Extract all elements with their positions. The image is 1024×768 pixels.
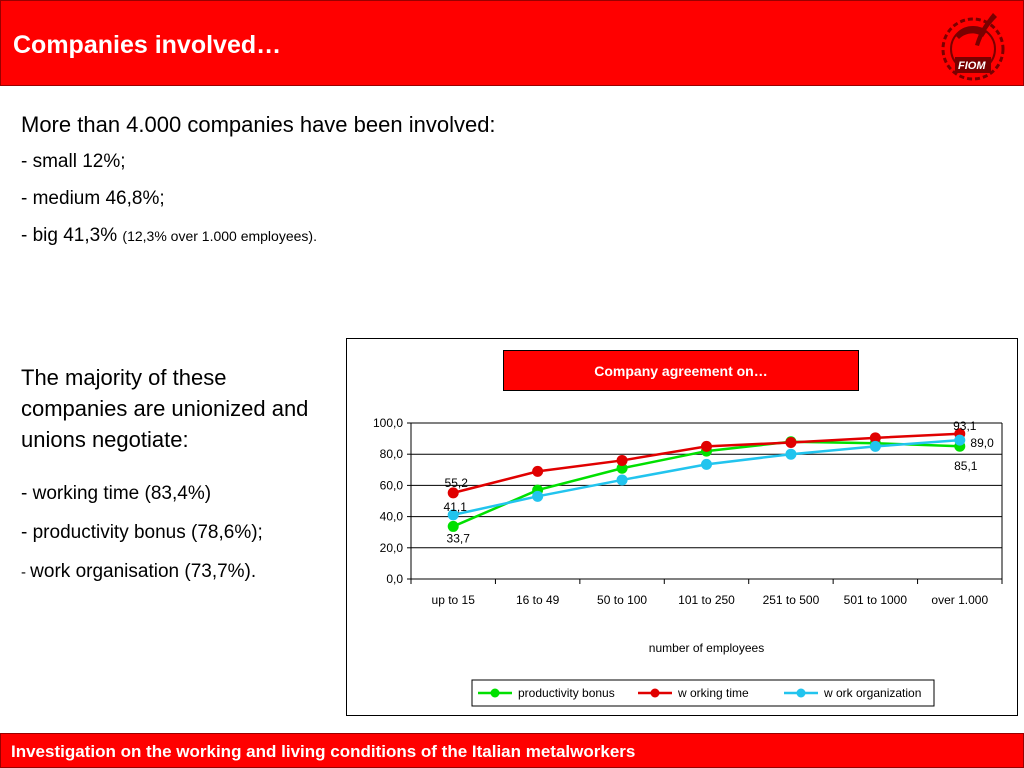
x-tick-label: 101 to 250 — [678, 593, 735, 607]
y-tick-label: 100,0 — [372, 416, 403, 430]
y-tick-label: 20,0 — [379, 540, 403, 555]
data-point — [448, 521, 459, 532]
item-text: work organisation (73,7%). — [30, 561, 257, 582]
x-tick-label: 16 to 49 — [515, 593, 560, 607]
x-tick-label: up to 15 — [431, 593, 475, 607]
legend-swatch-marker — [491, 689, 500, 698]
item-prefix: - — [21, 522, 33, 543]
legend-swatch-marker — [797, 689, 806, 698]
intro-item-note: (12,3% over 1.000 employees). — [122, 228, 317, 244]
logo-text: FIOM — [958, 60, 986, 72]
page-title: Companies involved… — [13, 31, 282, 59]
majority-section — [21, 362, 331, 600]
negotiate-item-work-organisation — [21, 561, 331, 583]
y-tick-label: 60,0 — [379, 478, 403, 493]
data-point — [785, 437, 796, 448]
x-tick-label: 251 to 500 — [762, 593, 820, 607]
x-axis-label: number of employees — [648, 641, 765, 655]
line-chart — [347, 339, 1017, 715]
header-bar — [0, 0, 1024, 86]
footer-text: Investigation on the working and living conditions of the Italian metalworkers — [11, 742, 636, 761]
intro-item-medium — [21, 188, 496, 210]
x-tick-label: over 1.000 — [931, 593, 989, 607]
intro-item-text: - medium 46,8%; — [21, 188, 165, 209]
data-label: 33,7 — [446, 531, 470, 546]
x-tick-label: 50 to 100 — [597, 593, 648, 607]
item-prefix: - — [21, 483, 33, 504]
y-tick-label: 0,0 — [386, 572, 403, 586]
data-point — [701, 459, 712, 470]
intro-item-text: - big 41,3% — [21, 225, 118, 246]
chart-container — [346, 338, 1018, 716]
y-tick-label: 40,0 — [379, 509, 403, 524]
item-prefix: - — [21, 564, 31, 581]
intro-section — [21, 112, 496, 262]
data-point — [617, 455, 628, 466]
fiom-logo — [935, 5, 1015, 85]
data-point — [532, 491, 543, 502]
data-label: 85,1 — [954, 459, 978, 474]
legend-entry: w orking time — [678, 686, 749, 700]
data-label: 41,1 — [443, 499, 467, 514]
x-tick-label: 501 to 1000 — [843, 593, 908, 607]
negotiate-item-working-time — [21, 483, 331, 505]
data-point — [532, 466, 543, 477]
data-point — [870, 441, 881, 452]
item-text: working time (83,4%) — [32, 483, 212, 504]
intro-lead: More than 4.000 companies have been involved: — [21, 112, 496, 137]
chart-title: Company agreement on… — [503, 350, 859, 391]
data-point — [617, 474, 628, 485]
item-text: productivity bonus (78,6%); — [32, 522, 263, 543]
data-point — [954, 435, 965, 446]
data-label: 89,0 — [970, 436, 994, 451]
negotiate-item-productivity-bonus — [21, 522, 331, 544]
legend-swatch-marker — [651, 689, 660, 698]
footer-bar — [0, 733, 1024, 768]
intro-item-small — [21, 151, 496, 173]
data-point — [701, 441, 712, 452]
intro-item-text: - small 12%; — [21, 151, 126, 172]
data-point — [785, 449, 796, 460]
data-label: 55,2 — [444, 475, 468, 490]
majority-text: The majority of these companies are unionized and unions negotiate: — [21, 365, 309, 452]
y-tick-label: 80,0 — [379, 447, 403, 462]
legend-entry: w ork organization — [824, 686, 922, 700]
legend-entry: productivity bonus — [518, 686, 615, 700]
data-label: 93,1 — [953, 418, 977, 433]
intro-item-big — [21, 225, 496, 247]
